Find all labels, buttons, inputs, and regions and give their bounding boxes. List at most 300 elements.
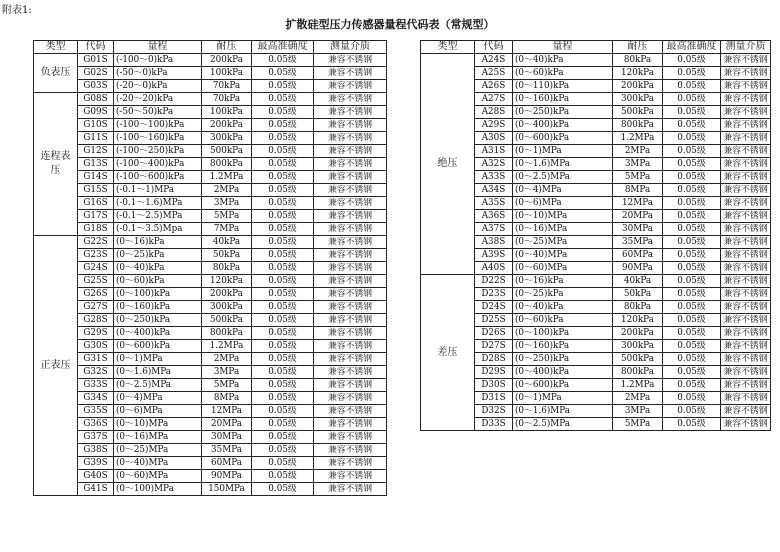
accuracy-cell: 0.05级: [252, 184, 314, 197]
medium-cell: 兼容不锈钢: [314, 223, 387, 236]
code-cell: G37S: [78, 431, 114, 444]
overpressure-cell: 3MPa: [202, 197, 252, 210]
overpressure-cell: 40kPa: [613, 275, 663, 288]
range-cell: (0～60)kPa: [513, 67, 613, 80]
code-cell: G15S: [78, 184, 114, 197]
accuracy-cell: 0.05级: [252, 158, 314, 171]
range-cell: (0～60)kPa: [513, 314, 613, 327]
accuracy-cell: 0.05级: [252, 431, 314, 444]
table-row: [34, 327, 387, 340]
overpressure-cell: 120kPa: [613, 314, 663, 327]
medium-cell: 兼容不锈钢: [721, 275, 771, 288]
range-cell: (0～110)kPa: [513, 80, 613, 93]
range-cell: (0～16)kPa: [114, 236, 202, 249]
table-row: [34, 288, 387, 301]
range-cell: (0～4)MPa: [513, 184, 613, 197]
range-cell: (-0.1～3.5)Mpa: [114, 223, 202, 236]
header-range: 量程: [513, 41, 613, 54]
code-cell: D32S: [475, 405, 513, 418]
accuracy-cell: 0.05级: [252, 470, 314, 483]
accuracy-cell: 0.05级: [252, 223, 314, 236]
overpressure-cell: 5MPa: [613, 171, 663, 184]
medium-cell: 兼容不锈钢: [721, 379, 771, 392]
range-cell: (0～160)kPa: [114, 301, 202, 314]
overpressure-cell: 1.2MPa: [613, 132, 663, 145]
medium-cell: 兼容不锈钢: [314, 184, 387, 197]
overpressure-cell: 120kPa: [202, 275, 252, 288]
table-row: [34, 379, 387, 392]
code-cell: G13S: [78, 158, 114, 171]
code-cell: A26S: [475, 80, 513, 93]
medium-cell: 兼容不锈钢: [314, 119, 387, 132]
range-cell: (-100～400)kPa: [114, 158, 202, 171]
code-cell: D31S: [475, 392, 513, 405]
medium-cell: 兼容不锈钢: [721, 392, 771, 405]
code-cell: D24S: [475, 301, 513, 314]
code-cell: D23S: [475, 288, 513, 301]
range-cell: (0～1.6)MPa: [513, 405, 613, 418]
range-cell: (0～25)kPa: [513, 288, 613, 301]
accuracy-cell: 0.05级: [252, 483, 314, 496]
accuracy-cell: 0.05级: [663, 418, 721, 431]
accuracy-cell: 0.05级: [663, 184, 721, 197]
medium-cell: 兼容不锈钢: [314, 483, 387, 496]
medium-cell: 兼容不锈钢: [314, 405, 387, 418]
medium-cell: 兼容不锈钢: [721, 249, 771, 262]
range-cell: (0～250)kPa: [114, 314, 202, 327]
code-cell: D22S: [475, 275, 513, 288]
code-cell: A33S: [475, 171, 513, 184]
overpressure-cell: 2MPa: [202, 353, 252, 366]
table-row: [34, 249, 387, 262]
accuracy-cell: 0.05级: [663, 366, 721, 379]
accuracy-cell: 0.05级: [663, 249, 721, 262]
accuracy-cell: 0.05级: [252, 67, 314, 80]
range-cell: (0～1)MPa: [513, 145, 613, 158]
medium-cell: 兼容不锈钢: [721, 145, 771, 158]
header-overpressure: 耐压: [613, 41, 663, 54]
medium-cell: 兼容不锈钢: [314, 379, 387, 392]
table-row: [34, 262, 387, 275]
table-row: [34, 223, 387, 236]
code-cell: A29S: [475, 119, 513, 132]
overpressure-cell: 35MPa: [202, 444, 252, 457]
medium-cell: 兼容不锈钢: [314, 457, 387, 470]
overpressure-cell: 200kPa: [613, 80, 663, 93]
medium-cell: 兼容不锈钢: [721, 366, 771, 379]
medium-cell: 兼容不锈钢: [314, 54, 387, 67]
range-cell: (0～6)MPa: [114, 405, 202, 418]
table-row: [34, 67, 387, 80]
table-row: [34, 145, 387, 158]
overpressure-cell: 80kPa: [613, 301, 663, 314]
left-range-table: [33, 40, 387, 496]
overpressure-cell: 100kPa: [202, 67, 252, 80]
overpressure-cell: 800kPa: [613, 366, 663, 379]
overpressure-cell: 3MPa: [202, 366, 252, 379]
code-cell: G17S: [78, 210, 114, 223]
accuracy-cell: 0.05级: [252, 301, 314, 314]
accuracy-cell: 0.05级: [252, 457, 314, 470]
overpressure-cell: 20MPa: [613, 210, 663, 223]
overpressure-cell: 5MPa: [202, 210, 252, 223]
code-cell: A34S: [475, 184, 513, 197]
overpressure-cell: 500kPa: [613, 353, 663, 366]
range-cell: (-0.1～2.5)MPa: [114, 210, 202, 223]
overpressure-cell: 7MPa: [202, 223, 252, 236]
range-cell: (0～16)MPa: [114, 431, 202, 444]
overpressure-cell: 80kPa: [202, 262, 252, 275]
code-cell: G03S: [78, 80, 114, 93]
table-row: [34, 54, 387, 67]
code-cell: G01S: [78, 54, 114, 67]
medium-cell: 兼容不锈钢: [721, 119, 771, 132]
overpressure-cell: 800kPa: [613, 119, 663, 132]
code-cell: G30S: [78, 340, 114, 353]
table-row: [34, 444, 387, 457]
accuracy-cell: 0.05级: [663, 340, 721, 353]
appendix-note: 附表1:: [2, 5, 32, 16]
table-header-row: [421, 41, 771, 54]
code-cell: D26S: [475, 327, 513, 340]
range-cell: (-100～0)kPa: [114, 54, 202, 67]
range-cell: (0～1.6)MPa: [114, 366, 202, 379]
overpressure-cell: 300kPa: [202, 301, 252, 314]
medium-cell: 兼容不锈钢: [314, 80, 387, 93]
overpressure-cell: 1.2MPa: [613, 379, 663, 392]
medium-cell: 兼容不锈钢: [314, 340, 387, 353]
range-cell: (0～250)kPa: [513, 353, 613, 366]
table-row: [34, 340, 387, 353]
medium-cell: 兼容不锈钢: [721, 67, 771, 80]
overpressure-cell: 30MPa: [202, 431, 252, 444]
accuracy-cell: 0.05级: [663, 158, 721, 171]
accuracy-cell: 0.05级: [663, 54, 721, 67]
accuracy-cell: 0.05级: [663, 236, 721, 249]
header-type: 类型: [421, 41, 475, 54]
table-row: [34, 431, 387, 444]
accuracy-cell: 0.05级: [252, 262, 314, 275]
accuracy-cell: 0.05级: [663, 67, 721, 80]
code-cell: A24S: [475, 54, 513, 67]
medium-cell: 兼容不锈钢: [314, 249, 387, 262]
accuracy-cell: 0.05级: [663, 405, 721, 418]
table-row: [34, 171, 387, 184]
code-cell: G18S: [78, 223, 114, 236]
table-row: [34, 236, 387, 249]
range-cell: (0～10)MPa: [513, 210, 613, 223]
range-cell: (0～40)kPa: [114, 262, 202, 275]
table-row: [34, 93, 387, 106]
accuracy-cell: 0.05级: [252, 54, 314, 67]
table-row: [34, 457, 387, 470]
code-cell: G41S: [78, 483, 114, 496]
medium-cell: 兼容不锈钢: [314, 392, 387, 405]
medium-cell: 兼容不锈钢: [314, 145, 387, 158]
code-cell: G14S: [78, 171, 114, 184]
accuracy-cell: 0.05级: [663, 197, 721, 210]
code-cell: G16S: [78, 197, 114, 210]
overpressure-cell: 200kPa: [202, 119, 252, 132]
accuracy-cell: 0.05级: [252, 132, 314, 145]
header-range: 量程: [114, 41, 202, 54]
code-cell: G31S: [78, 353, 114, 366]
code-cell: G08S: [78, 93, 114, 106]
range-cell: (0～400)kPa: [114, 327, 202, 340]
header-overpressure: 耐压: [202, 41, 252, 54]
overpressure-cell: 12MPa: [202, 405, 252, 418]
range-cell: (0～40)MPa: [513, 249, 613, 262]
code-cell: G25S: [78, 275, 114, 288]
medium-cell: 兼容不锈钢: [721, 340, 771, 353]
table-row: [34, 210, 387, 223]
accuracy-cell: 0.05级: [663, 327, 721, 340]
medium-cell: 兼容不锈钢: [314, 236, 387, 249]
range-cell: (0～100)MPa: [114, 483, 202, 496]
table-row: [421, 54, 771, 67]
medium-cell: 兼容不锈钢: [314, 197, 387, 210]
overpressure-cell: 8MPa: [613, 184, 663, 197]
medium-cell: 兼容不锈钢: [314, 353, 387, 366]
header-medium: 测量介质: [314, 41, 387, 54]
table-row: [34, 275, 387, 288]
range-cell: (0～1.6)MPa: [513, 158, 613, 171]
code-cell: A35S: [475, 197, 513, 210]
accuracy-cell: 0.05级: [252, 392, 314, 405]
medium-cell: 兼容不锈钢: [721, 418, 771, 431]
header-code: 代码: [78, 41, 114, 54]
medium-cell: 兼容不锈钢: [314, 171, 387, 184]
category-cell: 负表压: [34, 54, 78, 93]
code-cell: D25S: [475, 314, 513, 327]
accuracy-cell: 0.05级: [252, 353, 314, 366]
accuracy-cell: 0.05级: [663, 314, 721, 327]
code-cell: G39S: [78, 457, 114, 470]
medium-cell: 兼容不锈钢: [721, 54, 771, 67]
overpressure-cell: 500kPa: [613, 106, 663, 119]
code-cell: A27S: [475, 93, 513, 106]
accuracy-cell: 0.05级: [252, 93, 314, 106]
code-cell: G02S: [78, 67, 114, 80]
range-cell: (0～25)kPa: [114, 249, 202, 262]
left-table-body: [34, 54, 387, 496]
code-cell: G10S: [78, 119, 114, 132]
overpressure-cell: 300kPa: [202, 132, 252, 145]
overpressure-cell: 120kPa: [613, 67, 663, 80]
range-cell: (0～16)kPa: [513, 275, 613, 288]
accuracy-cell: 0.05级: [252, 379, 314, 392]
range-cell: (0～400)kPa: [513, 366, 613, 379]
table-row: [34, 470, 387, 483]
code-cell: A40S: [475, 262, 513, 275]
table-row: [34, 132, 387, 145]
accuracy-cell: 0.05级: [663, 171, 721, 184]
overpressure-cell: 90MPa: [613, 262, 663, 275]
code-cell: D28S: [475, 353, 513, 366]
table-row: [34, 197, 387, 210]
table-row: [34, 483, 387, 496]
overpressure-cell: 200kPa: [613, 327, 663, 340]
range-cell: (0～16)MPa: [513, 223, 613, 236]
code-cell: G12S: [78, 145, 114, 158]
medium-cell: 兼容不锈钢: [314, 275, 387, 288]
medium-cell: 兼容不锈钢: [721, 80, 771, 93]
medium-cell: 兼容不锈钢: [721, 184, 771, 197]
code-cell: G26S: [78, 288, 114, 301]
overpressure-cell: 60MPa: [613, 249, 663, 262]
code-cell: A39S: [475, 249, 513, 262]
range-cell: (-100～160)kPa: [114, 132, 202, 145]
medium-cell: 兼容不锈钢: [721, 158, 771, 171]
code-cell: D27S: [475, 340, 513, 353]
code-cell: G36S: [78, 418, 114, 431]
range-cell: (-100～100)kPa: [114, 119, 202, 132]
medium-cell: 兼容不锈钢: [721, 197, 771, 210]
accuracy-cell: 0.05级: [252, 210, 314, 223]
code-cell: G09S: [78, 106, 114, 119]
overpressure-cell: 70kPa: [202, 93, 252, 106]
table-row: [34, 392, 387, 405]
medium-cell: 兼容不锈钢: [314, 210, 387, 223]
accuracy-cell: 0.05级: [663, 132, 721, 145]
accuracy-cell: 0.05级: [252, 366, 314, 379]
code-cell: A37S: [475, 223, 513, 236]
accuracy-cell: 0.05级: [252, 249, 314, 262]
accuracy-cell: 0.05级: [663, 379, 721, 392]
code-cell: G35S: [78, 405, 114, 418]
overpressure-cell: 500kPa: [202, 314, 252, 327]
overpressure-cell: 30MPa: [613, 223, 663, 236]
accuracy-cell: 0.05级: [252, 418, 314, 431]
range-cell: (0～25)MPa: [114, 444, 202, 457]
category-cell: 绝压: [421, 54, 475, 275]
range-cell: (-20～0)kPa: [114, 80, 202, 93]
overpressure-cell: 60MPa: [202, 457, 252, 470]
range-cell: (0～25)MPa: [513, 236, 613, 249]
accuracy-cell: 0.05级: [252, 444, 314, 457]
medium-cell: 兼容不锈钢: [721, 301, 771, 314]
accuracy-cell: 0.05级: [252, 171, 314, 184]
range-cell: (-0.1～1.6)MPa: [114, 197, 202, 210]
table-row: [34, 106, 387, 119]
code-cell: G33S: [78, 379, 114, 392]
overpressure-cell: 500kPa: [202, 145, 252, 158]
medium-cell: 兼容不锈钢: [314, 262, 387, 275]
range-cell: (-50～50)kPa: [114, 106, 202, 119]
header-accuracy: 最高准确度: [663, 41, 721, 54]
medium-cell: 兼容不锈钢: [721, 405, 771, 418]
table-row: [34, 80, 387, 93]
code-cell: G28S: [78, 314, 114, 327]
medium-cell: 兼容不锈钢: [721, 314, 771, 327]
range-cell: (0～1)MPa: [114, 353, 202, 366]
accuracy-cell: 0.05级: [252, 80, 314, 93]
overpressure-cell: 100kPa: [202, 106, 252, 119]
range-cell: (-50～0)kPa: [114, 67, 202, 80]
overpressure-cell: 5MPa: [202, 379, 252, 392]
table-row: [34, 353, 387, 366]
code-cell: G23S: [78, 249, 114, 262]
medium-cell: 兼容不锈钢: [314, 366, 387, 379]
medium-cell: 兼容不锈钢: [314, 418, 387, 431]
range-cell: (0～6)MPa: [513, 197, 613, 210]
code-cell: A38S: [475, 236, 513, 249]
range-cell: (-20～20)kPa: [114, 93, 202, 106]
range-cell: (0～160)kPa: [513, 340, 613, 353]
overpressure-cell: 20MPa: [202, 418, 252, 431]
accuracy-cell: 0.05级: [663, 262, 721, 275]
range-cell: (-100～250)kPa: [114, 145, 202, 158]
range-cell: (0～2.5)MPa: [114, 379, 202, 392]
overpressure-cell: 5MPa: [613, 418, 663, 431]
medium-cell: 兼容不锈钢: [721, 353, 771, 366]
medium-cell: 兼容不锈钢: [721, 262, 771, 275]
range-cell: (0～100)kPa: [114, 288, 202, 301]
range-cell: (0～160)kPa: [513, 93, 613, 106]
header-accuracy: 最高准确度: [252, 41, 314, 54]
medium-cell: 兼容不锈钢: [314, 158, 387, 171]
medium-cell: 兼容不锈钢: [314, 314, 387, 327]
table-row: [34, 405, 387, 418]
overpressure-cell: 12MPa: [613, 197, 663, 210]
accuracy-cell: 0.05级: [663, 392, 721, 405]
right-table-body: [421, 54, 771, 431]
accuracy-cell: 0.05级: [663, 288, 721, 301]
overpressure-cell: 2MPa: [202, 184, 252, 197]
table-row: [421, 275, 771, 288]
medium-cell: 兼容不锈钢: [721, 171, 771, 184]
code-cell: D33S: [475, 418, 513, 431]
accuracy-cell: 0.05级: [663, 93, 721, 106]
page-title: 扩散硅型压力传感器量程代码表（常规型）: [285, 18, 495, 31]
overpressure-cell: 90MPa: [202, 470, 252, 483]
code-cell: G40S: [78, 470, 114, 483]
overpressure-cell: 1.2MPa: [202, 171, 252, 184]
accuracy-cell: 0.05级: [663, 106, 721, 119]
code-cell: G11S: [78, 132, 114, 145]
accuracy-cell: 0.05级: [252, 327, 314, 340]
code-cell: G32S: [78, 366, 114, 379]
accuracy-cell: 0.05级: [252, 275, 314, 288]
overpressure-cell: 3MPa: [613, 405, 663, 418]
range-cell: (0～40)MPa: [114, 457, 202, 470]
header-type: 类型: [34, 41, 78, 54]
range-cell: (0～250)kPa: [513, 106, 613, 119]
range-cell: (0～60)kPa: [114, 275, 202, 288]
table-row: [34, 184, 387, 197]
code-cell: A30S: [475, 132, 513, 145]
range-cell: (0～400)kPa: [513, 119, 613, 132]
table-row: [34, 314, 387, 327]
range-cell: (0～1)MPa: [513, 392, 613, 405]
overpressure-cell: 200kPa: [202, 288, 252, 301]
accuracy-cell: 0.05级: [663, 119, 721, 132]
medium-cell: 兼容不锈钢: [721, 288, 771, 301]
range-cell: (0～4)MPa: [114, 392, 202, 405]
accuracy-cell: 0.05级: [252, 197, 314, 210]
range-cell: (0～60)MPa: [114, 470, 202, 483]
medium-cell: 兼容不锈钢: [721, 327, 771, 340]
code-cell: D30S: [475, 379, 513, 392]
right-range-table: [420, 40, 771, 431]
accuracy-cell: 0.05级: [663, 210, 721, 223]
medium-cell: 兼容不锈钢: [314, 106, 387, 119]
code-cell: G27S: [78, 301, 114, 314]
range-cell: (0～600)kPa: [114, 340, 202, 353]
range-cell: (0～100)kPa: [513, 327, 613, 340]
medium-cell: 兼容不锈钢: [721, 223, 771, 236]
medium-cell: 兼容不锈钢: [314, 431, 387, 444]
